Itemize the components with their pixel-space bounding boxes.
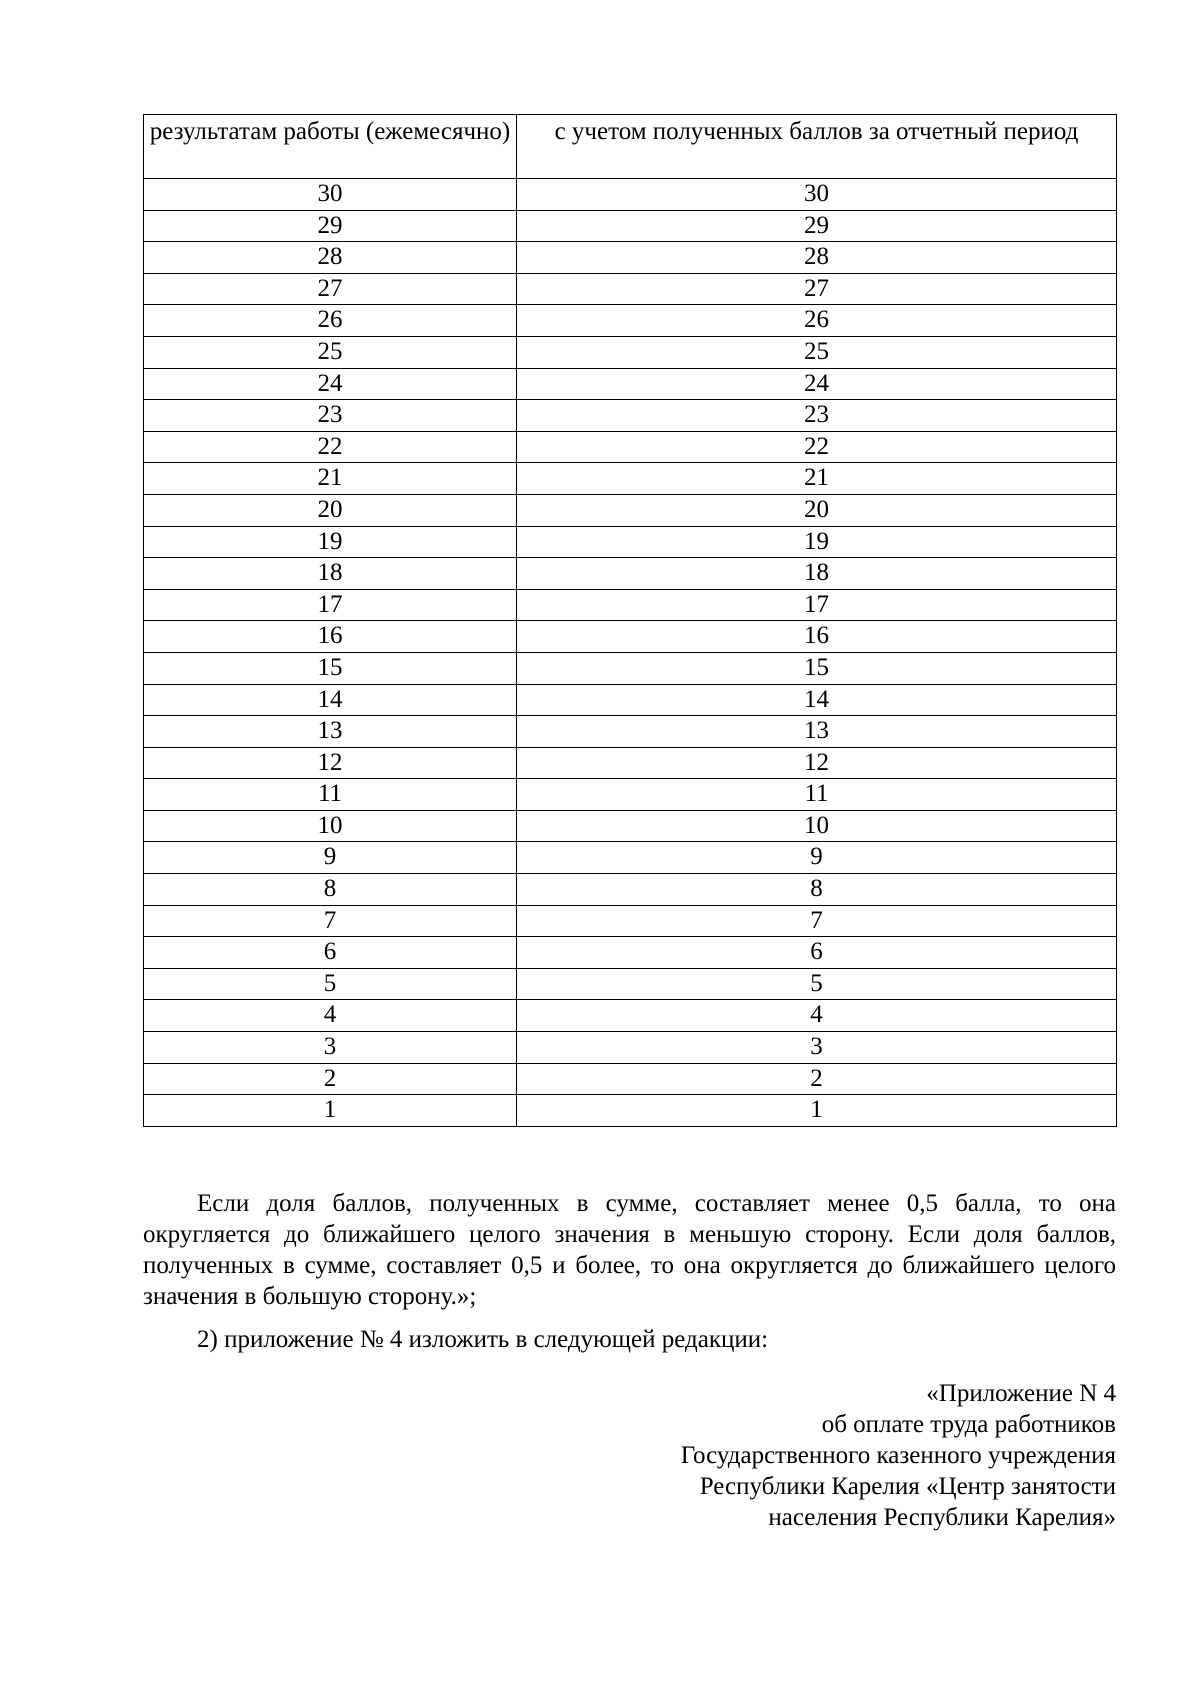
period-points-cell: 6: [517, 937, 1117, 969]
amendment-item-2: 2) приложение № 4 изложить в следующей редакции:: [197, 1326, 769, 1353]
period-points-cell: 3: [517, 1032, 1117, 1064]
monthly-result-cell: 20: [144, 494, 517, 526]
table-row: [144, 684, 1117, 716]
monthly-result-cell: 21: [144, 463, 517, 495]
table-row: [144, 842, 1117, 874]
monthly-result-cell: 7: [144, 905, 517, 937]
period-points-cell: 5: [517, 968, 1117, 1000]
period-points-cell: 30: [517, 179, 1117, 211]
period-points-cell: 22: [517, 431, 1117, 463]
table-header-row: [144, 115, 1117, 179]
table-row: [144, 463, 1117, 495]
table-row: [144, 242, 1117, 274]
table-row: [144, 1032, 1117, 1064]
monthly-result-cell: 4: [144, 1000, 517, 1032]
table-row: [144, 652, 1117, 684]
monthly-result-cell: 10: [144, 810, 517, 842]
table-row: [144, 305, 1117, 337]
monthly-result-cell: 11: [144, 779, 517, 811]
period-points-cell: 25: [517, 336, 1117, 368]
table-row: [144, 336, 1117, 368]
monthly-result-cell: 26: [144, 305, 517, 337]
period-points-cell: 4: [517, 1000, 1117, 1032]
period-points-cell: 27: [517, 273, 1117, 305]
monthly-result-cell: 19: [144, 526, 517, 558]
table-row: [144, 621, 1117, 653]
table-row: [144, 716, 1117, 748]
table-row: [144, 558, 1117, 590]
period-points-cell: 15: [517, 652, 1117, 684]
score-table: [143, 114, 1117, 1127]
monthly-result-cell: 2: [144, 1063, 517, 1095]
monthly-result-cell: 9: [144, 842, 517, 874]
period-points-cell: 12: [517, 747, 1117, 779]
table-row: [144, 1063, 1117, 1095]
monthly-result-cell: 5: [144, 968, 517, 1000]
period-points-cell: 29: [517, 210, 1117, 242]
period-points-cell: 13: [517, 716, 1117, 748]
rounding-rule-paragraph: Если доля баллов, полученных в сумме, составляет менее 0,5 балла, то она округляется до ближайшего целого значения в меньшую сторону. Если доля баллов, полученных в сумме, составляет 0,5 и более, то она округляется до ближайшего целого значения в большую сторону.»;: [143, 1190, 1116, 1310]
table-row: [144, 526, 1117, 558]
monthly-result-cell: 6: [144, 937, 517, 969]
period-points-cell: 9: [517, 842, 1117, 874]
monthly-result-cell: 23: [144, 400, 517, 432]
monthly-result-cell: 14: [144, 684, 517, 716]
table-row: [144, 210, 1117, 242]
table-row: [144, 874, 1117, 906]
table-row: [144, 810, 1117, 842]
period-points-cell: 7: [517, 905, 1117, 937]
annex-heading-line: об оплате труда работников: [821, 1411, 1116, 1438]
annex-heading-block: [681, 1378, 1116, 1533]
period-points-cell: 17: [517, 589, 1117, 621]
monthly-result-cell: 30: [144, 179, 517, 211]
period-points-cell: 19: [517, 526, 1117, 558]
period-points-cell: 10: [517, 810, 1117, 842]
period-points-cell: 28: [517, 242, 1117, 274]
monthly-result-cell: 3: [144, 1032, 517, 1064]
period-points-cell: 18: [517, 558, 1117, 590]
monthly-result-cell: 12: [144, 747, 517, 779]
monthly-result-cell: 13: [144, 716, 517, 748]
monthly-result-cell: 24: [144, 368, 517, 400]
period-points-cell: 11: [517, 779, 1117, 811]
monthly-result-cell: 16: [144, 621, 517, 653]
period-points-cell: 21: [517, 463, 1117, 495]
monthly-result-cell: 18: [144, 558, 517, 590]
monthly-result-cell: 27: [144, 273, 517, 305]
column-header-period-points: с учетом полученных баллов за отчетный период: [517, 115, 1117, 179]
period-points-cell: 26: [517, 305, 1117, 337]
table-row: [144, 368, 1117, 400]
table-row: [144, 779, 1117, 811]
period-points-cell: 20: [517, 494, 1117, 526]
annex-heading-line: Республики Карелия «Центр занятости: [699, 1473, 1116, 1500]
table-row: [144, 937, 1117, 969]
monthly-result-cell: 17: [144, 589, 517, 621]
annex-heading-line: Государственного казенного учреждения: [680, 1442, 1116, 1469]
table-row: [144, 1000, 1117, 1032]
table-row: [144, 747, 1117, 779]
period-points-cell: 16: [517, 621, 1117, 653]
monthly-result-cell: 28: [144, 242, 517, 274]
monthly-result-cell: 1: [144, 1095, 517, 1127]
monthly-result-cell: 25: [144, 336, 517, 368]
table-row: [144, 589, 1117, 621]
period-points-cell: 24: [517, 368, 1117, 400]
period-points-cell: 14: [517, 684, 1117, 716]
period-points-cell: 23: [517, 400, 1117, 432]
monthly-result-cell: 29: [144, 210, 517, 242]
table-row: [144, 494, 1117, 526]
table-row: [144, 273, 1117, 305]
table-row: [144, 1095, 1117, 1127]
period-points-cell: 1: [517, 1095, 1117, 1127]
table-row: [144, 179, 1117, 211]
annex-heading-line: населения Республики Карелия»: [768, 1504, 1116, 1531]
monthly-result-cell: 8: [144, 874, 517, 906]
table-body: [144, 179, 1117, 1127]
column-header-monthly-results: результатам работы (ежемесячно): [144, 115, 517, 179]
table-row: [144, 905, 1117, 937]
period-points-cell: 8: [517, 874, 1117, 906]
monthly-result-cell: 22: [144, 431, 517, 463]
monthly-result-cell: 15: [144, 652, 517, 684]
period-points-cell: 2: [517, 1063, 1117, 1095]
table-row: [144, 400, 1117, 432]
table-row: [144, 431, 1117, 463]
annex-heading-line: «Приложение N 4: [926, 1380, 1116, 1407]
table-row: [144, 968, 1117, 1000]
